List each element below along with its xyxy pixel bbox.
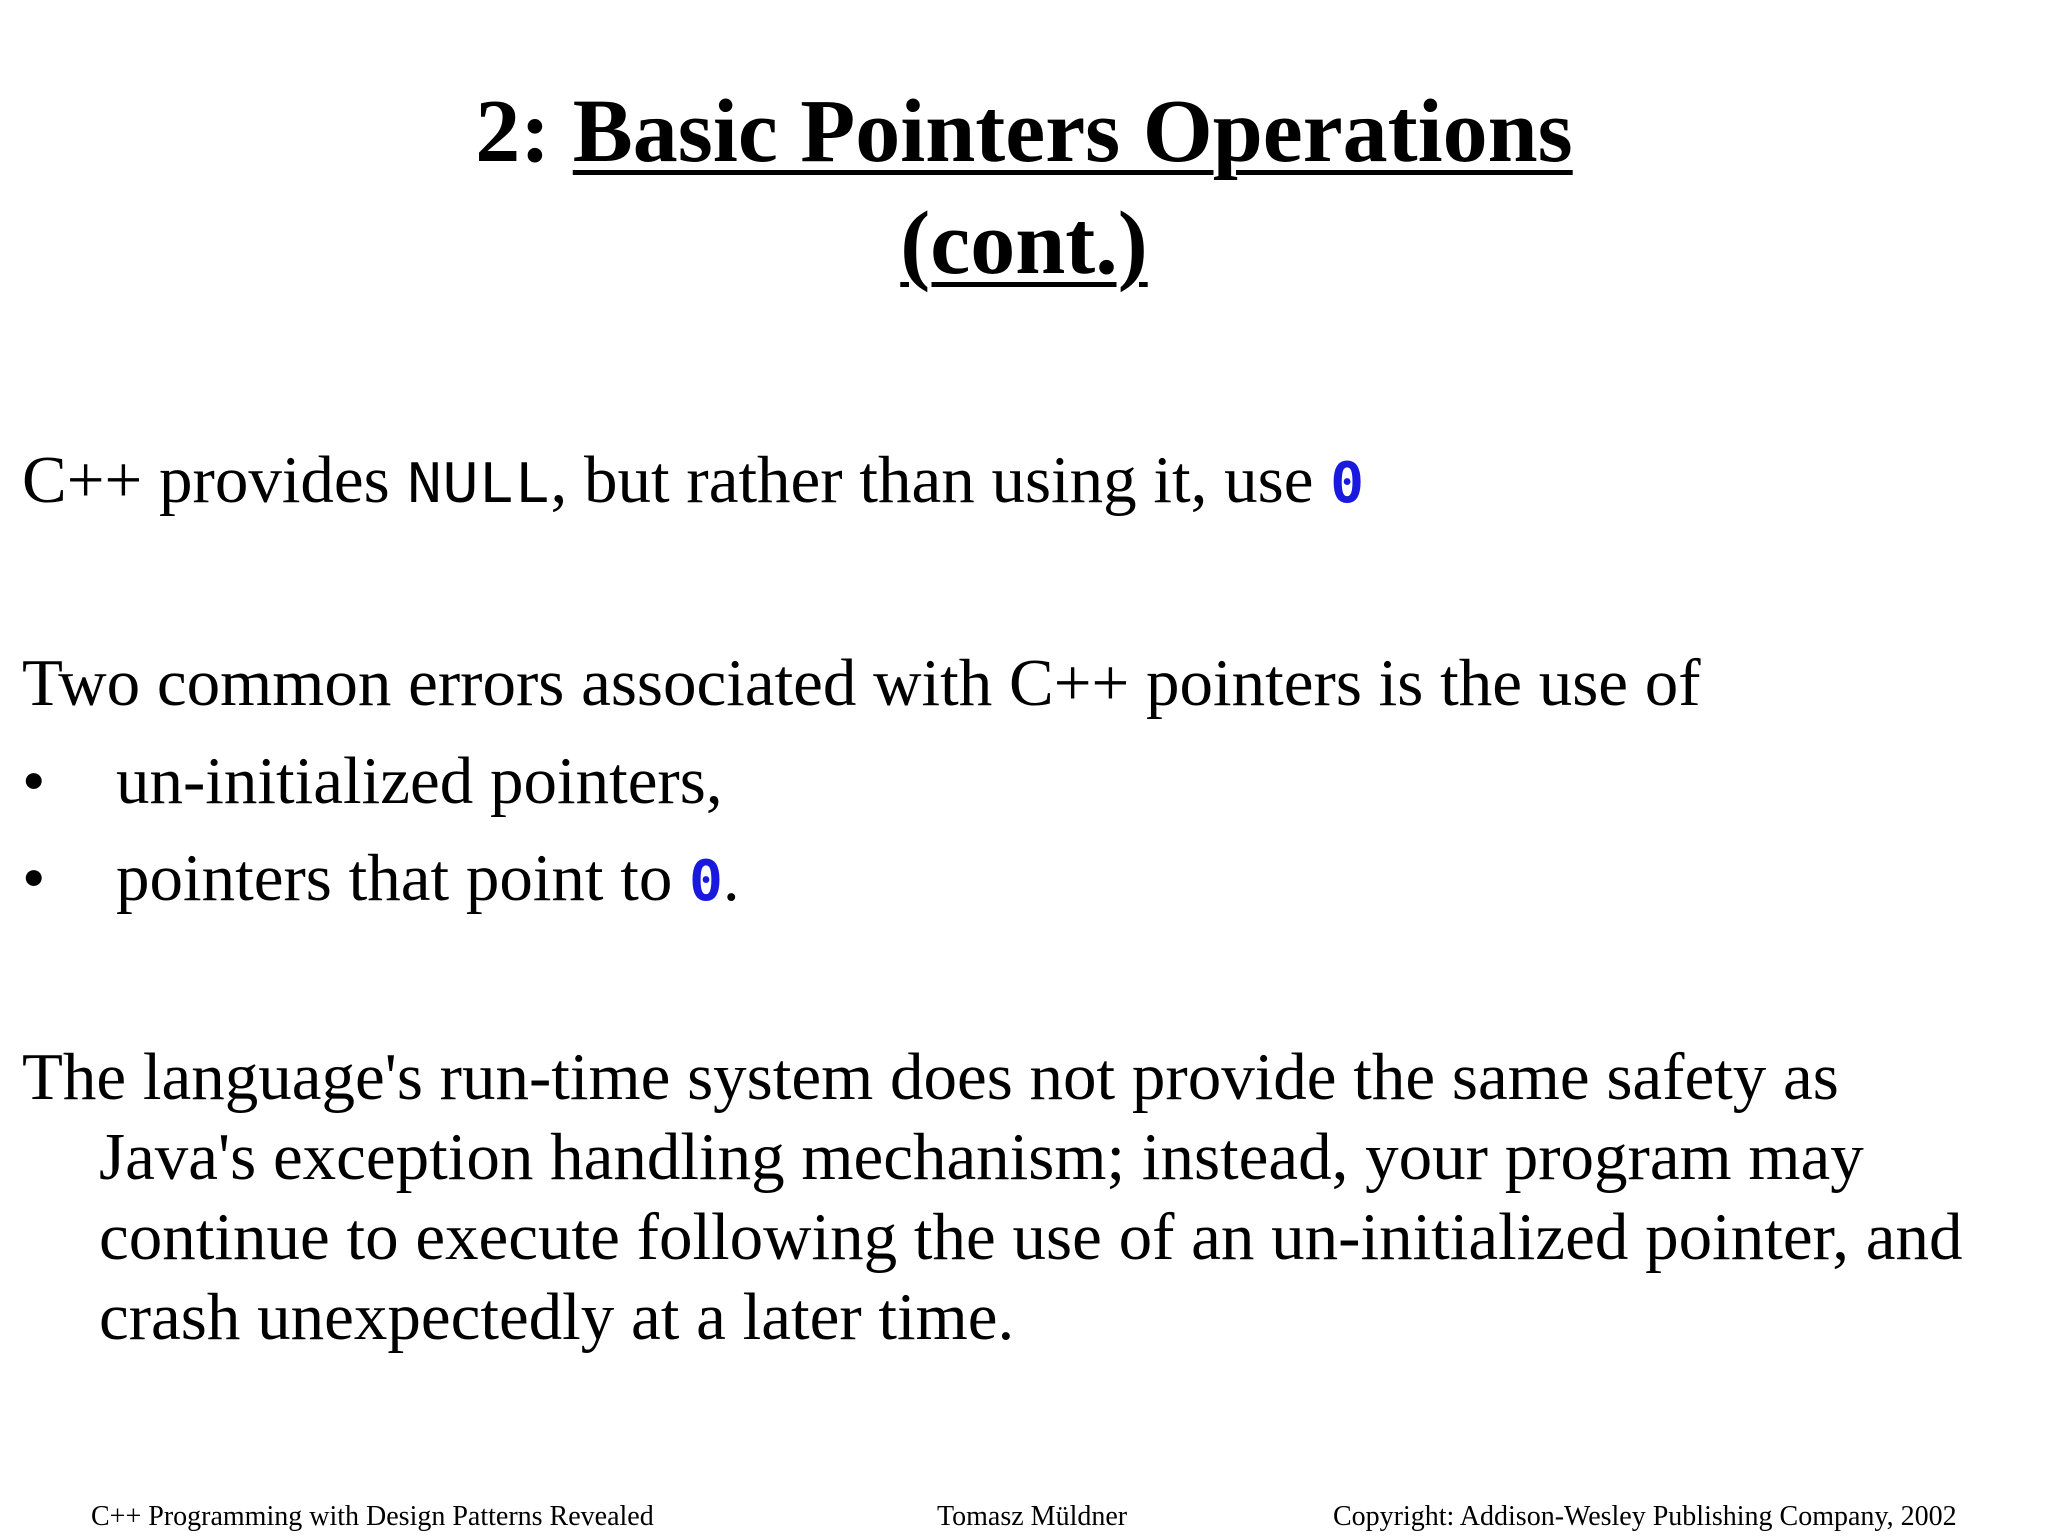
paragraph-line: Java's exception handling mechanism; instead, your program may (99, 1120, 1864, 1194)
bullet-item (22, 838, 740, 922)
slide-title (0, 76, 2048, 188)
paragraph-line: continue to execute following the use of an un-initialized pointer, and (99, 1200, 1963, 1274)
paragraph-runtime-safety (22, 1037, 2032, 1357)
bullet-symbol: • (22, 744, 46, 818)
code-zero: 0 (689, 849, 723, 914)
code-zero: 0 (1330, 451, 1364, 516)
paragraph-line: crash unexpectedly at a later time. (99, 1280, 1015, 1354)
footer-book-title: C++ Programming with Design Patterns Revealed (91, 1501, 654, 1532)
paragraph-line: The language's run-time system does not provide the same safety as (22, 1040, 1839, 1114)
bullet-text: pointers that point to (116, 841, 690, 915)
title-number: 2: (475, 82, 551, 181)
bullet-text: un-initialized pointers, (116, 744, 723, 818)
paragraph-errors-intro: Two common errors associated with C++ pointers is the use of (22, 646, 1701, 720)
slide-title-continued (0, 188, 2048, 300)
para1-text-a: C++ provides (22, 443, 407, 517)
bullet-item (22, 741, 723, 821)
bullet-suffix: . (722, 841, 740, 915)
para1-text-b: , but rather than using it, use (550, 443, 1331, 517)
paragraph-null (22, 440, 1364, 527)
title-cont: (cont.) (900, 194, 1148, 293)
title-main: Basic Pointers Operations (572, 82, 1573, 181)
footer-copyright: Copyright: Addison-Wesley Publishing Company, 2002 (1333, 1501, 1957, 1532)
footer-author: Tomasz Müldner (937, 1501, 1128, 1532)
code-null: NULL (406, 453, 551, 521)
bullet-symbol: • (22, 841, 46, 915)
